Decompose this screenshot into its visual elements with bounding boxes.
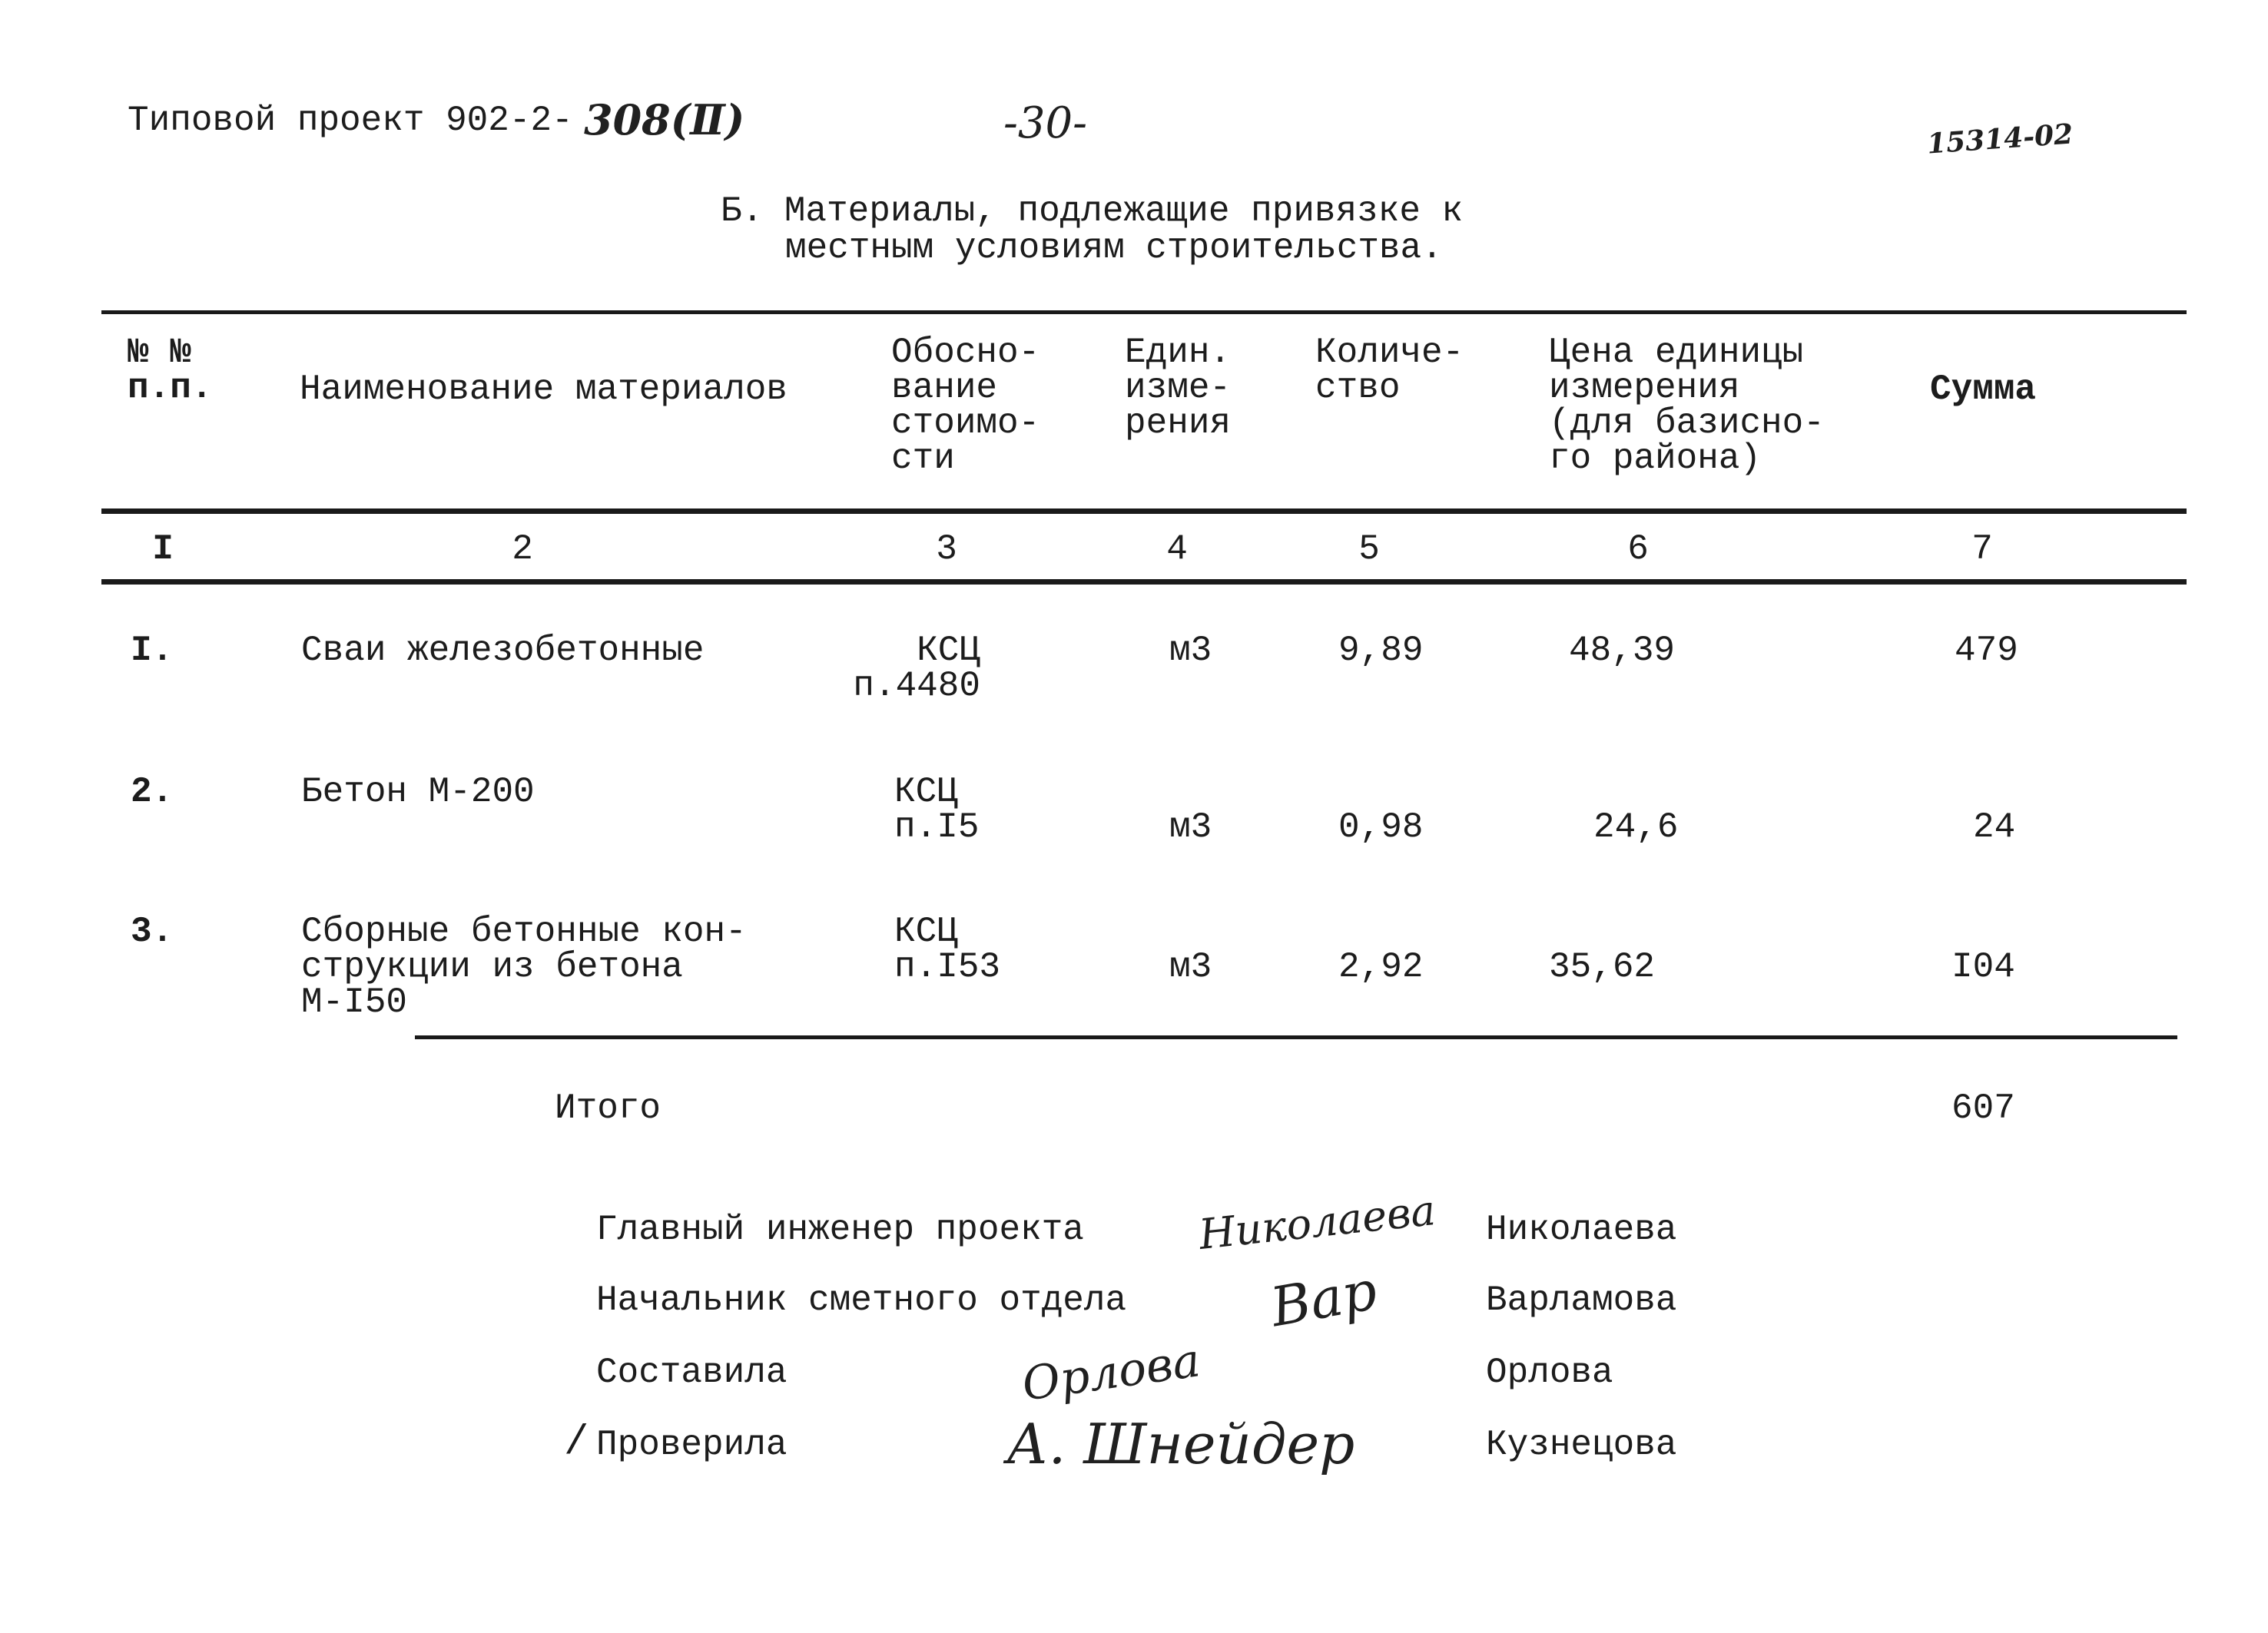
sum: 24 — [1973, 807, 2016, 847]
quantity: 9,89 — [1338, 631, 1424, 671]
row-number: 3. — [131, 912, 174, 952]
column-number-3: 3 — [936, 529, 957, 569]
total-rule — [415, 1035, 2177, 1039]
column-number-7: 7 — [1971, 529, 1993, 569]
title-line-1: Б. Материалы, подлежащие привязке к — [721, 191, 1464, 231]
cost-basis: КСЦ п.4480 — [853, 631, 980, 706]
signature-role: Начальник сметного отдела — [596, 1280, 1127, 1320]
sum: 479 — [1955, 631, 2018, 671]
header-sum: Сумма — [1930, 369, 2037, 409]
header-row-number: № № п.п. — [128, 333, 213, 408]
handwritten-signature: А. Шнейдер — [1006, 1412, 1355, 1476]
cost-basis: КСЦ п.I5 — [894, 772, 980, 847]
material-name: Сборные бетонные кон- струкции из бетона М-I50 — [301, 912, 747, 1022]
material-name: Сваи железобетонные — [301, 631, 705, 671]
signatory-name: Кузнецова — [1486, 1425, 1677, 1465]
unit-price: 24,6 — [1593, 807, 1679, 847]
signature-role: Проверила — [596, 1425, 788, 1465]
total-label: Итого — [555, 1088, 662, 1128]
cost-basis: КСЦ п.I53 — [894, 912, 1001, 987]
header-material-name: Наименование материалов — [300, 369, 788, 409]
column-number-5: 5 — [1358, 529, 1380, 569]
header-unit: Един. изме- рения — [1125, 333, 1232, 443]
signature-role: Составила — [596, 1353, 788, 1393]
project-label: Типовой проект 902-2- — [128, 101, 573, 141]
unit: м3 — [1169, 631, 1212, 671]
header-unit-price: Цена единицы измерения (для базисно- го района) — [1549, 333, 1825, 479]
column-number-4: 4 — [1166, 529, 1188, 569]
page-number: -30- — [1003, 98, 1088, 148]
unit: м3 — [1169, 807, 1212, 847]
table-top-rule — [101, 310, 2187, 314]
signatory-name: Николаева — [1486, 1210, 1677, 1250]
total-value: 607 — [1951, 1088, 2015, 1128]
unit: м3 — [1169, 947, 1212, 987]
header-cost-basis: Обосно- вание стоимо- сти — [891, 333, 1040, 479]
check-mark-slash: / — [564, 1419, 589, 1466]
column-number-2: 2 — [512, 529, 533, 569]
signatory-name: Орлова — [1486, 1353, 1613, 1393]
header-quantity: Количе- ство — [1315, 333, 1464, 408]
unit-price: 35,62 — [1549, 947, 1656, 987]
sheet-code: 15314-02 — [1925, 118, 2074, 161]
column-numbers-rule — [101, 579, 2187, 585]
handwritten-signature: Николаева — [1196, 1186, 1438, 1259]
project-number-handwritten: 308(Ⅱ) — [584, 95, 745, 144]
column-number-6: 6 — [1627, 529, 1649, 569]
handwritten-signature: Вар — [1265, 1258, 1382, 1340]
unit-price: 48,39 — [1569, 631, 1676, 671]
title-line-2: местным условиям строительства. — [785, 228, 1443, 268]
sum: I04 — [1951, 947, 2015, 987]
signatory-name: Варламова — [1486, 1280, 1677, 1320]
handwritten-signature: Орлова — [1019, 1333, 1204, 1412]
material-name: Бетон М-200 — [301, 772, 535, 812]
quantity: 2,92 — [1338, 947, 1424, 987]
row-number: 2. — [131, 772, 174, 812]
quantity: 0,98 — [1338, 807, 1424, 847]
column-number-1: I — [152, 529, 174, 569]
row-number: I. — [131, 631, 174, 671]
signature-role: Главный инженер проекта — [596, 1210, 1084, 1250]
header-bottom-rule — [101, 508, 2187, 514]
